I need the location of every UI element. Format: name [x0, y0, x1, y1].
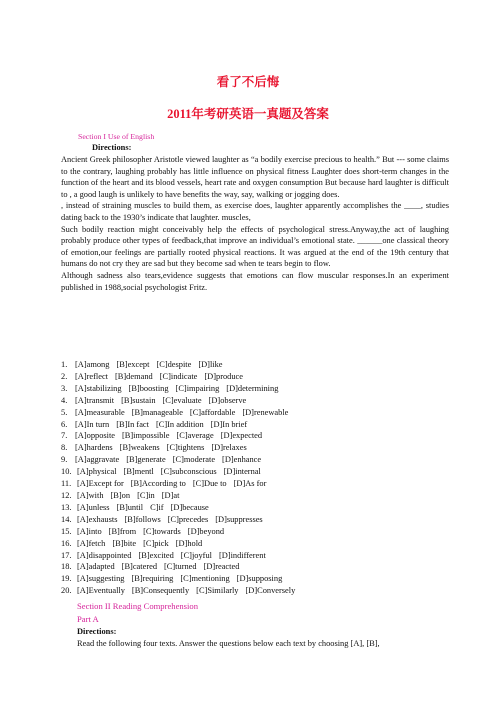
question-number: 18. — [61, 562, 72, 572]
option-choice: [D]indifferent — [218, 550, 266, 560]
option-choice: [B]According to — [130, 479, 186, 489]
question-number: 19. — [61, 574, 72, 584]
option-choice: [A]disappointed — [77, 550, 132, 560]
option-choice: [C]impairing — [175, 383, 220, 393]
question-number: 8. — [61, 443, 68, 453]
option-choice: [C]turned — [164, 562, 197, 572]
option-row — [61, 585, 451, 597]
section-two-heading: Section II Reading Comprehension — [77, 601, 199, 611]
option-row — [61, 490, 451, 502]
option-choice: [B]follows — [124, 514, 161, 524]
part-a-heading: Part A — [77, 614, 99, 624]
option-choice: [D]produce — [204, 371, 243, 381]
option-choice: [A]into — [77, 526, 102, 536]
option-choice: [A]reflect — [75, 371, 109, 381]
passage-paragraph: , instead of straining muscles to build them, as exercise does, laughter apparently accomplishes the ____, studies dating back to the 1930’s indicate that laughter. muscles, — [61, 201, 449, 222]
option-row — [61, 359, 451, 371]
option-row — [61, 407, 451, 419]
option-choice: [B]Consequently — [131, 586, 190, 596]
option-choice: [B]generate — [126, 455, 166, 465]
option-choice: [B]impossible — [122, 431, 170, 441]
option-choice: [C]tightens — [166, 443, 205, 453]
question-number: 5. — [61, 407, 68, 417]
option-row — [61, 514, 451, 526]
question-number: 2. — [61, 371, 68, 381]
option-choice: [B]requiring — [131, 574, 174, 584]
option-choice: [C]in — [137, 490, 155, 500]
option-choice: [B]mentl — [123, 467, 154, 477]
option-choice: [B]on — [110, 490, 131, 500]
option-row — [61, 526, 451, 538]
option-row — [61, 383, 451, 395]
option-choice: [B]boosting — [128, 383, 169, 393]
option-choice: [D]observe — [208, 395, 247, 405]
option-choice: [B]from — [108, 526, 137, 536]
option-row — [61, 502, 451, 514]
option-row — [61, 561, 451, 573]
option-choice: [D]renewable — [242, 407, 289, 417]
option-choice: [B]except — [116, 360, 150, 369]
directions-label-2: Directions: — [77, 627, 117, 636]
passage-paragraph: Although sadness also tears,evidence suggests that emotions can flow muscular responses.In an experiment published in 1988,social psychologist Fritz. — [61, 270, 449, 292]
option-choice: [A]transmit — [75, 395, 115, 405]
option-choice: [A]hardens — [75, 443, 113, 453]
option-choice: [D]reacted — [203, 562, 240, 572]
option-choice: [A]exhausts — [77, 514, 118, 524]
option-choice: [C]towards — [143, 526, 181, 536]
section-one-heading: Section I Use of English — [78, 132, 155, 141]
option-choice: [C]moderate — [172, 455, 216, 465]
option-choice: [B]demand — [115, 371, 153, 381]
option-choice: [D]Conversely — [245, 586, 296, 596]
option-choice: [B]sustain — [121, 395, 156, 405]
option-row — [61, 419, 451, 431]
question-number: 7. — [61, 431, 68, 441]
option-choice: [A]measurable — [75, 407, 125, 417]
option-row — [61, 395, 451, 407]
option-choice: [B]until — [116, 502, 144, 512]
option-choice: [C]average — [176, 431, 214, 441]
option-choice: [D]determining — [226, 383, 279, 393]
option-choice: [D]internal — [223, 467, 261, 477]
passage-paragraph: Ancient Greek philosopher Aristotle viewed laughter as “a bodily exercise precious to health.” But --- some claims to the contrary, laughing probably has little influence on physical fitness Laughter does short-term changes in the function of the heart and its blood vessels, heart rate and oxygen consumption But because hard laughter is difficult to , a good laugh is unlikely to have benefits the way, say, walking or jogging does. — [61, 155, 449, 199]
question-number: 1. — [61, 360, 68, 369]
question-number: 4. — [61, 395, 68, 405]
option-choice: [A]opposite — [75, 431, 116, 441]
question-number: 3. — [61, 383, 68, 393]
question-number: 17. — [61, 550, 72, 560]
option-choice: [D]As for — [233, 479, 267, 489]
document-subtitle: 2011年考研英语一真题及答案 — [167, 107, 329, 121]
option-choice: [C]evaluate — [162, 395, 202, 405]
option-row — [61, 466, 451, 478]
option-choice: [B]catered — [121, 562, 158, 572]
option-choice: [C]joyful — [180, 550, 212, 560]
question-number: 12. — [61, 490, 72, 500]
option-row — [61, 550, 451, 562]
option-choice: [D]at — [161, 490, 180, 500]
question-number: 6. — [61, 419, 68, 429]
option-choice: [D]like — [198, 360, 223, 369]
option-choice: [A]among — [75, 360, 110, 369]
passage-paragraph: Such bodily reaction might conceivably help the effects of psychological stress.Anyway,the act of laughing probably produce other types of feedback,that improve an individual’s emotional state. ______one classical theory of emotion,our feelings are partially rooted physical reactions. It was argued at the end of the 19th century that humans do not cry they are sad but they become sad when te tears begin to flow. — [61, 224, 449, 269]
option-choice: [C]subconscious — [160, 467, 217, 477]
option-choice: [C]In addition — [155, 419, 204, 429]
reading-instruction: Read the following four texts. Answer the questions below each text by choosing [A], [B], — [77, 639, 380, 648]
option-row — [61, 478, 451, 490]
option-choice: [D]enhance — [222, 455, 262, 465]
question-number: 15. — [61, 526, 72, 536]
option-choice: [D]beyond — [187, 526, 225, 536]
question-number: 11. — [61, 479, 72, 489]
option-choice: [B]bite — [112, 538, 137, 548]
option-choice: [D]In brief — [210, 419, 248, 429]
option-choice: [A]stabilizing — [75, 383, 122, 393]
option-choice: [D]relaxes — [211, 443, 247, 453]
question-number: 13. — [61, 502, 72, 512]
option-row — [61, 442, 451, 454]
directions-label: Directions: — [92, 143, 132, 152]
option-choice: [C]precedes — [167, 514, 209, 524]
option-choice: [A]adapted — [77, 562, 115, 572]
option-choice: [A]unless — [77, 502, 110, 512]
option-choice: [D]hold — [175, 538, 203, 548]
question-number: 20. — [61, 586, 72, 596]
option-choice: [D]suppresses — [215, 514, 263, 524]
option-choice: [C]despite — [156, 360, 192, 369]
option-choice: [D]supposing — [236, 574, 283, 584]
option-choice: C]if — [150, 502, 164, 512]
question-number: 14. — [61, 514, 72, 524]
option-choice: [D]expected — [220, 431, 263, 441]
option-choice: [C]Similarly — [196, 586, 239, 596]
cloze-passage — [61, 154, 449, 293]
option-choice: [C]Due to — [192, 479, 227, 489]
question-number: 9. — [61, 455, 68, 465]
option-choice: [C]pick — [143, 538, 169, 548]
option-row — [61, 371, 451, 383]
option-choice: [A]Except for — [77, 479, 124, 489]
option-choice: [A]Eventually — [77, 586, 125, 596]
option-choice: [B]weakens — [119, 443, 160, 453]
option-choice: [A]aggravate — [75, 455, 120, 465]
option-choice: [C]indicate — [159, 371, 198, 381]
option-row — [61, 573, 451, 585]
option-choice: [A]suggesting — [77, 574, 125, 584]
option-choice: [B]excited — [138, 550, 174, 560]
option-choice: [B]In fact — [116, 419, 149, 429]
question-number: 16. — [61, 538, 72, 548]
option-choice: [A]physical — [77, 467, 117, 477]
option-choice: [A]fetch — [77, 538, 106, 548]
option-choice: [A]with — [77, 490, 104, 500]
option-choice: [A]In turn — [75, 419, 110, 429]
question-number: 10. — [61, 467, 72, 477]
option-choice: [B]manageable — [131, 407, 183, 417]
option-choice: [C]mentioning — [180, 574, 230, 584]
answer-options-list — [61, 359, 451, 597]
option-row — [61, 430, 451, 442]
option-row — [61, 454, 451, 466]
option-row — [61, 538, 451, 550]
option-choice: [C]affordable — [189, 407, 236, 417]
option-choice: [D]because — [170, 502, 209, 512]
document-title: 看了不后悔 — [216, 75, 280, 89]
